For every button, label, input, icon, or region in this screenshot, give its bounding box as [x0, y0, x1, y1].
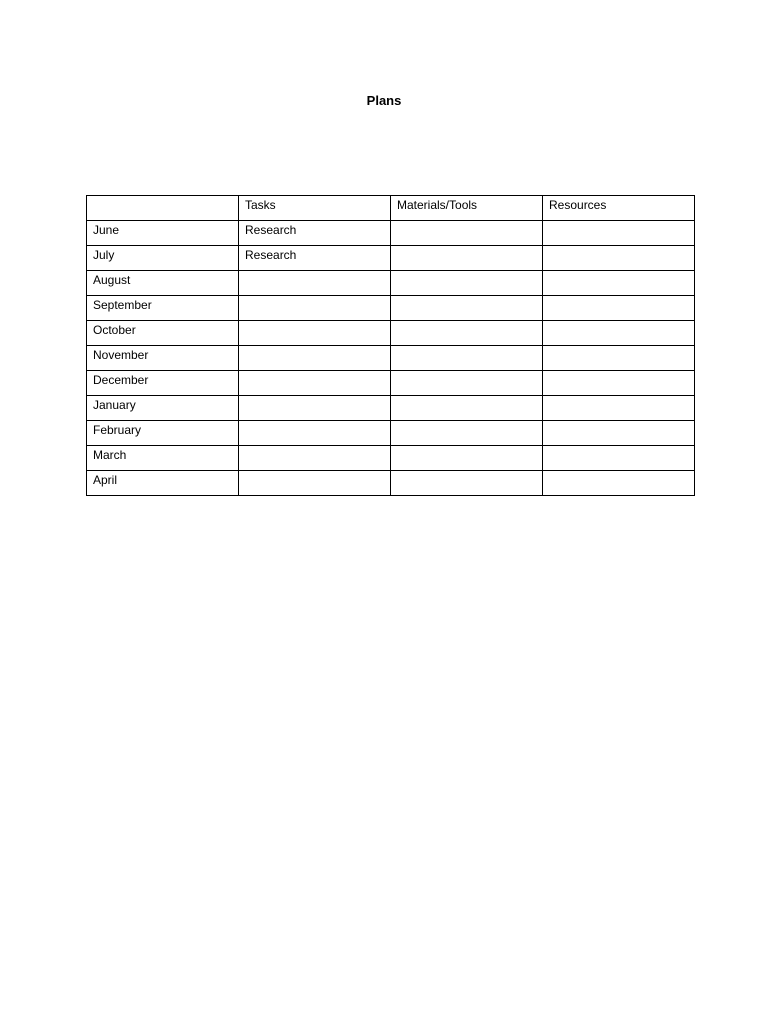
resources-cell — [543, 321, 695, 346]
materials-cell — [391, 296, 543, 321]
tasks-cell — [239, 296, 391, 321]
plans-table — [86, 195, 695, 496]
month-cell: March — [87, 446, 239, 471]
materials-cell — [391, 221, 543, 246]
header-cell-materials-tools: Materials/Tools — [391, 196, 543, 221]
table-row — [87, 296, 695, 321]
tasks-cell — [239, 421, 391, 446]
month-cell: November — [87, 346, 239, 371]
resources-cell — [543, 221, 695, 246]
month-cell: July — [87, 246, 239, 271]
header-cell-tasks: Tasks — [239, 196, 391, 221]
resources-cell — [543, 421, 695, 446]
month-cell: January — [87, 396, 239, 421]
tasks-cell — [239, 446, 391, 471]
table-row — [87, 346, 695, 371]
resources-cell — [543, 446, 695, 471]
tasks-cell — [239, 321, 391, 346]
materials-cell — [391, 421, 543, 446]
tasks-cell — [239, 371, 391, 396]
tasks-cell — [239, 396, 391, 421]
table-row — [87, 321, 695, 346]
table-row — [87, 271, 695, 296]
table-header-row — [87, 196, 695, 221]
month-cell: August — [87, 271, 239, 296]
materials-cell — [391, 271, 543, 296]
month-cell: April — [87, 471, 239, 496]
resources-cell — [543, 296, 695, 321]
header-cell-resources: Resources — [543, 196, 695, 221]
month-cell: October — [87, 321, 239, 346]
materials-cell — [391, 371, 543, 396]
tasks-cell — [239, 271, 391, 296]
tasks-cell — [239, 471, 391, 496]
month-cell: February — [87, 421, 239, 446]
tasks-cell — [239, 346, 391, 371]
materials-cell — [391, 446, 543, 471]
resources-cell — [543, 246, 695, 271]
materials-cell — [391, 346, 543, 371]
month-cell: September — [87, 296, 239, 321]
table-row — [87, 421, 695, 446]
materials-cell — [391, 321, 543, 346]
table-row — [87, 246, 695, 271]
resources-cell — [543, 371, 695, 396]
resources-cell — [543, 346, 695, 371]
month-cell: December — [87, 371, 239, 396]
table-row — [87, 221, 695, 246]
header-cell-month — [87, 196, 239, 221]
month-cell: June — [87, 221, 239, 246]
resources-cell — [543, 471, 695, 496]
page-title: Plans — [366, 93, 402, 108]
materials-cell — [391, 396, 543, 421]
materials-cell — [391, 246, 543, 271]
table-row — [87, 371, 695, 396]
table-row — [87, 471, 695, 496]
tasks-cell: Research — [239, 221, 391, 246]
tasks-cell: Research — [239, 246, 391, 271]
materials-cell — [391, 471, 543, 496]
resources-cell — [543, 396, 695, 421]
table-row — [87, 396, 695, 421]
resources-cell — [543, 271, 695, 296]
table-row — [87, 446, 695, 471]
